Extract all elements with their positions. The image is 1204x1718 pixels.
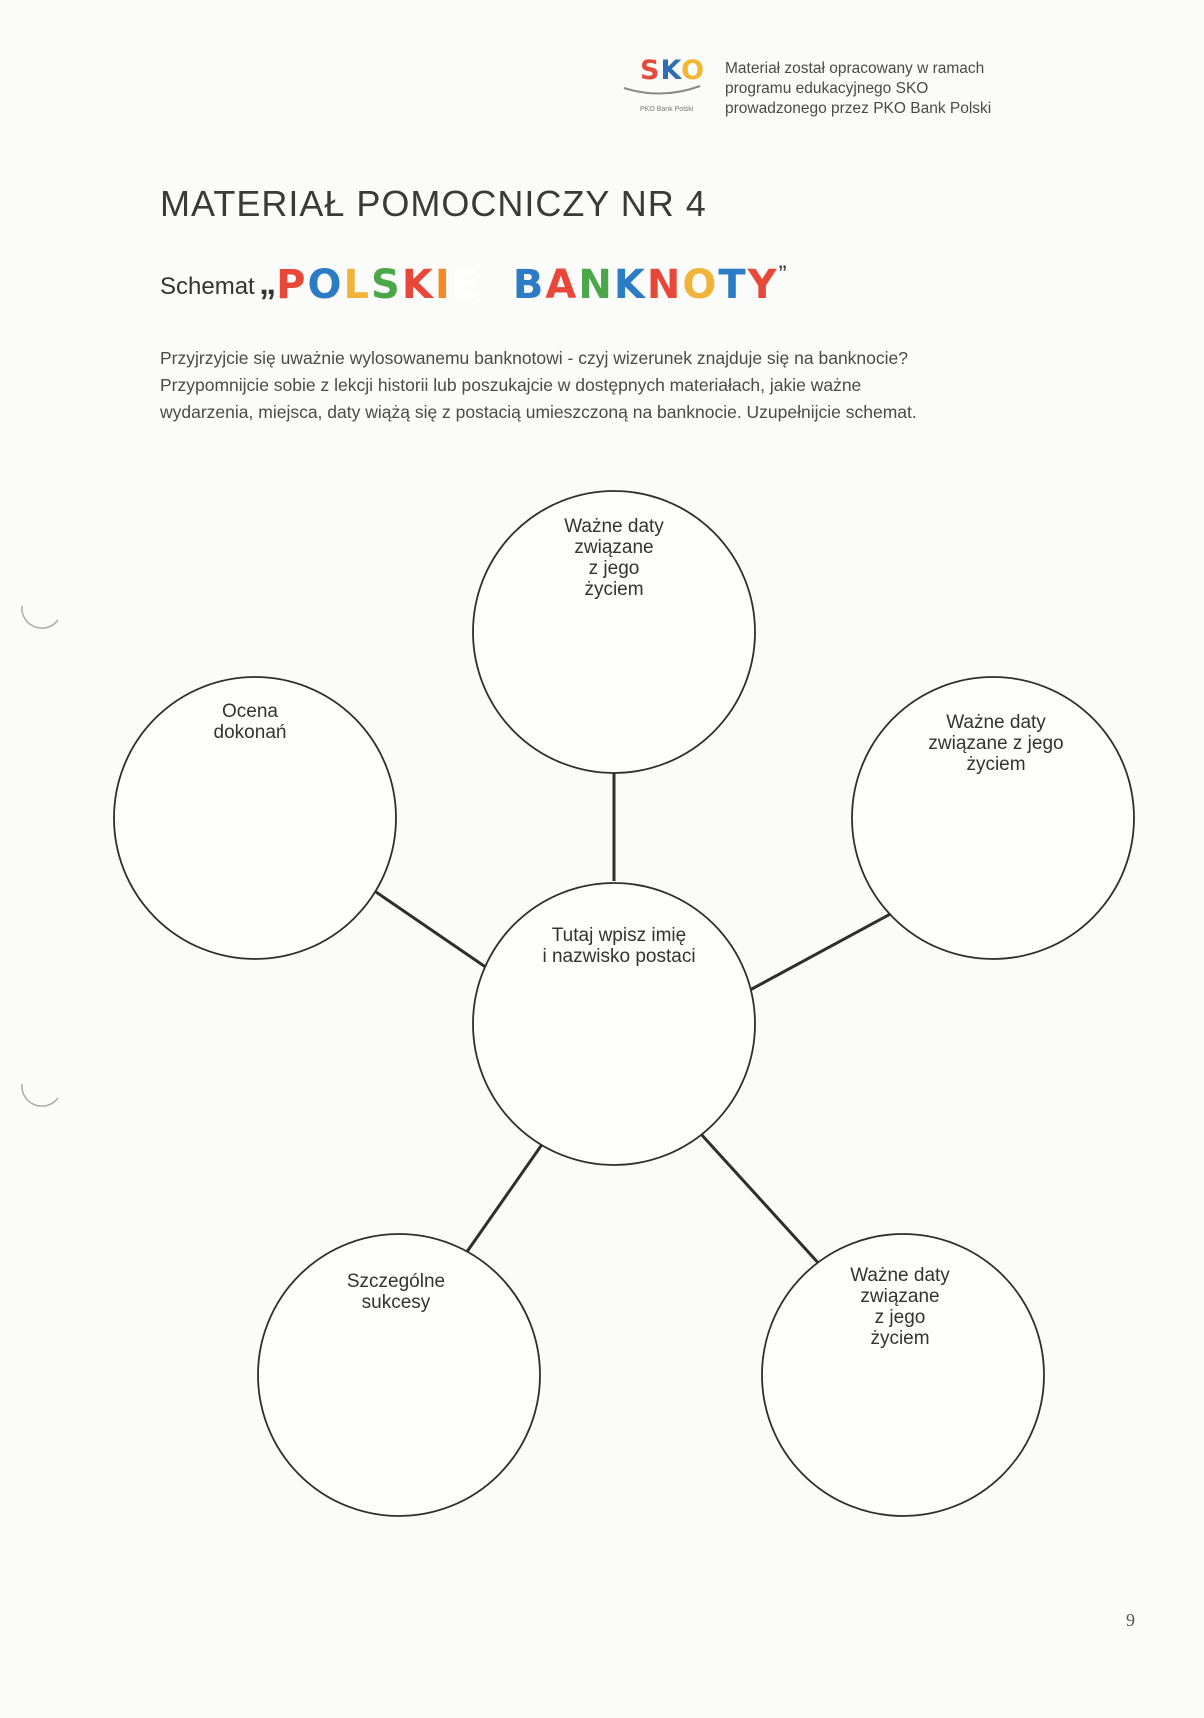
node-left-line: dokonań	[213, 722, 287, 743]
node-bottom-left-line: sukcesy	[361, 1292, 431, 1313]
node-right[interactable]	[906, 712, 1086, 775]
heading-letter: N	[578, 262, 614, 308]
close-quote: ”	[778, 261, 787, 288]
heading-letter: P	[276, 262, 308, 308]
node-bottom-right-line: z jego	[874, 1307, 926, 1328]
subtitle-label: Schemat	[160, 273, 255, 300]
heading-letter: O	[307, 262, 344, 308]
instructions-line: wydarzenia, miejsca, daty wiążą się z postacią umieszczoną na banknocie. Uzupełnijcie schemat.	[160, 402, 917, 422]
node-right-line: Ważne daty	[946, 712, 1046, 733]
heading-letter: T	[718, 262, 748, 308]
connector-bottom-left	[464, 1143, 543, 1256]
heading-letter: O	[682, 262, 719, 308]
heading-letter: I	[434, 262, 452, 308]
node-center[interactable]	[519, 925, 719, 967]
node-bottom-right-line: Ważne daty	[850, 1265, 950, 1286]
node-bottom-right-line: życiem	[870, 1328, 930, 1349]
node-center-line: Tutaj wpisz imię	[551, 925, 687, 946]
sko-logo: SKO	[640, 55, 706, 86]
node-top-line: z jego	[588, 558, 640, 579]
heading-letter: Y	[747, 262, 779, 308]
connector-right	[750, 912, 894, 990]
heading-letter: E	[451, 262, 482, 308]
logo-subtext: PKO Bank Polski	[640, 106, 694, 113]
node-bottom-right[interactable]	[820, 1265, 980, 1349]
heading-letter: A	[545, 262, 579, 308]
node-top-line: Ważne daty	[564, 516, 664, 537]
heading-letter: K	[401, 262, 435, 308]
node-bottom-left-line: Szczególne	[346, 1271, 446, 1292]
page-title: MATERIAŁ POMOCNICZY NR 4	[160, 183, 707, 224]
program-note-line: prowadzonego przez PKO Bank Polski	[725, 100, 992, 117]
node-right-line: związane z jego	[928, 733, 1064, 754]
node-left-line: Ocena	[222, 701, 278, 722]
node-center-line: i nazwisko postaci	[542, 946, 696, 967]
node-bottom-left[interactable]	[316, 1271, 476, 1313]
open-quote: „	[259, 264, 277, 302]
connector-left	[376, 892, 487, 968]
node-bottom-right-line: związane	[860, 1286, 940, 1307]
heading-letter: S	[371, 262, 402, 308]
instructions-line: Przypomnijcie sobie z lekcji historii lub poszukajcie w dostępnych materiałach, jakie ważne	[160, 375, 862, 395]
heading-letter: N	[646, 262, 683, 308]
node-top[interactable]	[534, 516, 694, 600]
instructions-line: Przyjrzyjcie się uważnie wylosowanemu banknotowi - czyj wizerunek znajduje się na banknocie?	[160, 348, 908, 368]
page-number: 9	[1126, 1610, 1135, 1630]
heading-letter: K	[613, 262, 647, 308]
heading-letter: B	[512, 262, 546, 308]
program-note-line: programu edukacyjnego SKO	[725, 80, 929, 97]
connector-bottom-right	[700, 1133, 821, 1266]
node-top-line: życiem	[584, 579, 644, 600]
node-left[interactable]	[170, 701, 330, 743]
program-note-line: Materiał został opracowany w ramach	[725, 60, 985, 77]
node-right-line: życiem	[966, 754, 1026, 775]
heading-letter: L	[343, 262, 372, 308]
node-top-line: związane	[574, 537, 654, 558]
